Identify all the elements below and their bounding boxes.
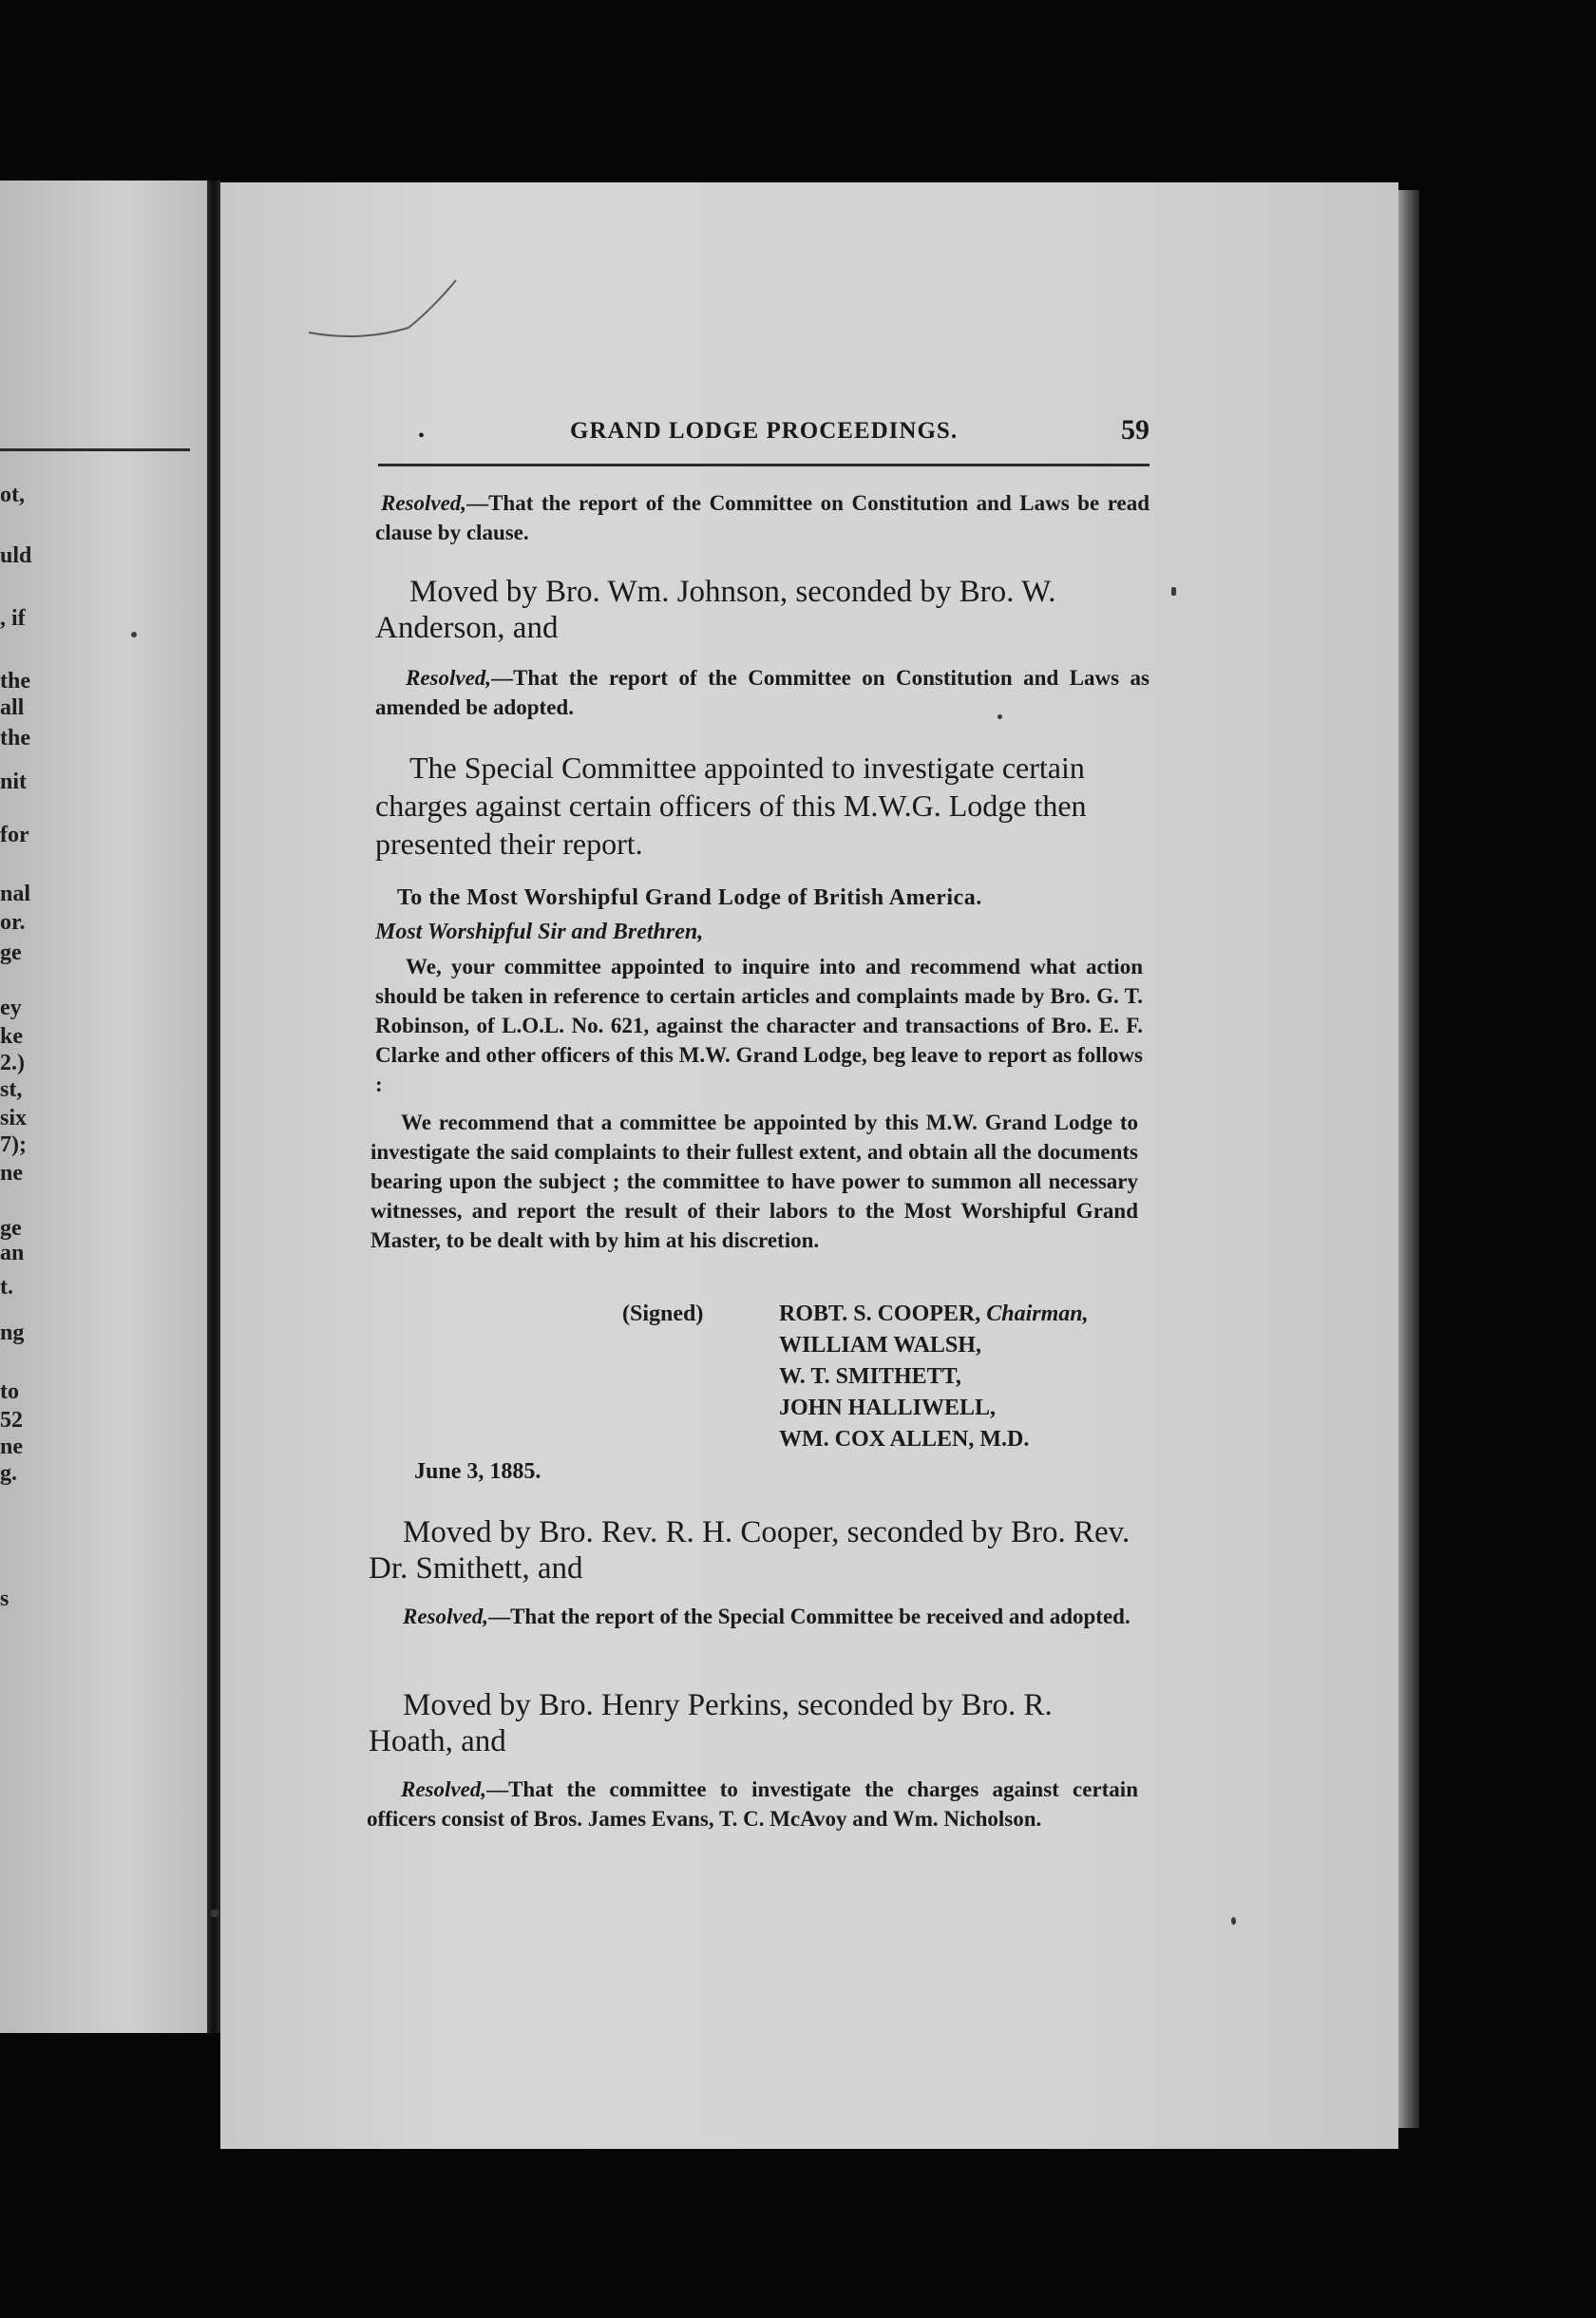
paragraph-resolved-2: Resolved,—That the report of the Committee on Constitution and Laws as amended be adopted. [375,666,1150,719]
left-page-fragment: six [0,1106,28,1130]
running-title: GRAND LODGE PROCEEDINGS. [570,418,959,444]
speck-mark [131,632,137,637]
left-page-fragment: , if [0,606,26,631]
left-page-fragment: an [0,1241,25,1265]
left-page-fragment: the [0,726,30,750]
left-page-fragment: uld [0,543,32,568]
left-page-fragment: ey [0,996,22,1020]
paragraph-moved-3: Moved by Bro. Henry Perkins, seconded by Bro. R. Hoath, and [369,1688,1053,1758]
signatory-2: WILLIAM WALSH, [779,1333,981,1358]
paragraph-special-committee: The Special Committee appointed to investigate certain charges against certain officers of this M.W.G. Lodge then presented their report. [375,750,1087,861]
header-dot: • [418,426,426,446]
page-edge [1398,190,1419,2128]
signatory-1: ROBT. S. COOPER, Chairman, [779,1302,1089,1326]
report-paragraph-2: We recommend that a committee be appointed by this M.W. Grand Lodge to investigate the said complaints to their fullest extent, and obtain all the documents bearing upon the subject ; the committee to have power to summon all necessary witnesses, and report the result of their labors to the Most Worshipful Grand Master, to be dealt with by him at his discretion. [370,1111,1138,1252]
speck-mark [1231,1917,1236,1925]
left-page-fragment: ne [0,1434,23,1459]
left-page-fragment: ot, [0,483,25,507]
left-page-fragment: the [0,669,30,694]
left-page-fragment: t. [0,1275,13,1300]
left-page [0,180,207,2033]
signatory-5: WM. COX ALLEN, M.D. [779,1427,1030,1452]
left-page-fragment: ne [0,1161,23,1186]
book-gutter [207,180,220,2033]
page-number: 59 [1121,414,1150,446]
left-page-fragment: nal [0,882,31,906]
page-header [399,414,1150,452]
left-page-fragment: ng [0,1320,25,1345]
address-heading: To the Most Worshipful Grand Lodge of British America. [397,885,982,910]
left-page-fragment: ge [0,1216,22,1241]
left-page-fragment: s [0,1586,10,1611]
signed-label: (Signed) [622,1302,704,1326]
bracket-mark [1171,587,1176,596]
left-page-fragment: g. [0,1461,17,1486]
left-page-fragment: all [0,695,25,720]
left-page-rule [0,448,190,451]
report-date: June 3, 1885. [414,1459,542,1484]
left-page-fragment: for [0,823,29,847]
left-page-fragment: st, [0,1077,23,1102]
paragraph-resolved-4: Resolved,—That the committee to investigate the charges against certain officers consist of Bros. James Evans, T. C. McAvoy and Wm. Nicholson. [367,1777,1138,1831]
salutation: Most Worshipful Sir and Brethren, [375,920,704,944]
signatory-3: W. T. SMITHETT, [779,1364,961,1389]
speck-mark [211,1910,218,1917]
signatory-4: JOHN HALLIWELL, [779,1396,997,1420]
left-page-fragment: to [0,1379,19,1404]
report-paragraph-1: We, your committee appointed to inquire into and recommend what action should be taken in reference to certain articles and complaints made by Bro. G. T. Robinson, of L.O.L. No. 621, against the character and transactions of Bro. E. F. Clarke and other officers of this M.W. Grand Lodge, beg leave to report as follows : [375,955,1143,1096]
header-rule [378,464,1150,466]
left-page-fragment: nit [0,770,28,794]
left-page-fragment: 52 [0,1408,23,1433]
paragraph-resolved-1: Resolved,—That the report of the Committee on Constitution and Laws be read clause by clause. [375,491,1150,544]
paragraph-moved-1: Moved by Bro. Wm. Johnson, seconded by Bro. W. Anderson, and [375,575,1056,645]
left-page-fragment: 2.) [0,1051,25,1075]
paragraph-moved-2: Moved by Bro. Rev. R. H. Cooper, seconded by Bro. Rev. Dr. Smithett, and [369,1515,1130,1586]
paragraph-resolved-3: Resolved,—That the report of the Special Committee be received and adopted. [403,1605,1130,1628]
left-page-fragment: ke [0,1024,23,1049]
pencil-mark [304,276,475,352]
left-page-fragment: or. [0,910,26,935]
left-page-fragment: ge [0,940,22,965]
left-page-fragment: 7); [0,1132,27,1157]
